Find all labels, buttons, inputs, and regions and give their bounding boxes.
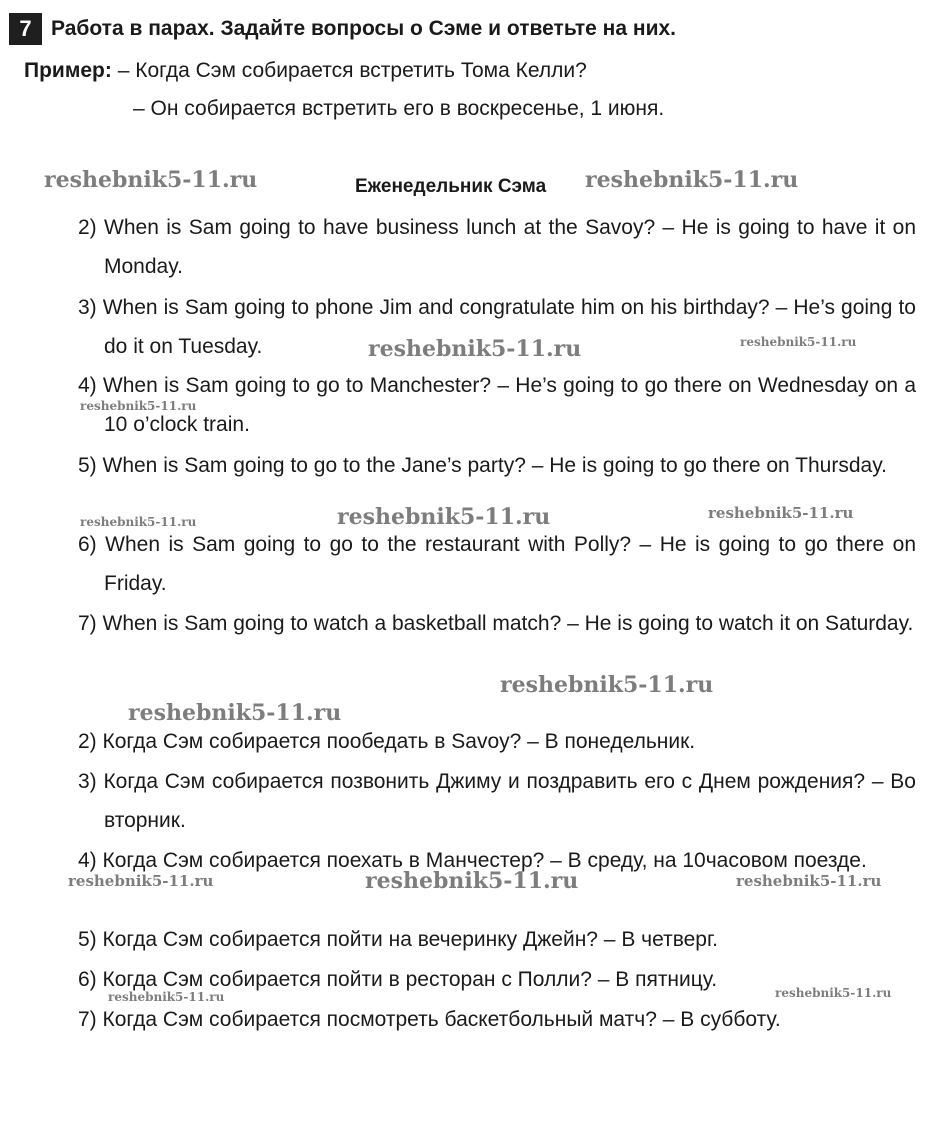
watermark: reshebnik5-11.ru xyxy=(736,872,882,890)
watermark: reshebnik5-11.ru xyxy=(740,335,857,349)
english-item-4: 4) When is Sam going to go to Manchester? – He’s going to go there on Wednesday on a 10 o’clock train. xyxy=(78,374,916,436)
watermark: reshebnik5-11.ru xyxy=(44,167,258,193)
english-item-2: 2) When is Sam going to have business lunch at the Savoy? – He is going to have it on Monday. xyxy=(78,216,916,278)
exercise-title: Работа в парах. Задайте вопросы о Сэме и ответьте на них. xyxy=(51,17,676,40)
watermark: reshebnik5-11.ru xyxy=(337,504,551,530)
russian-item-3: 3) Когда Сэм собирается позвонить Джиму и поздравить его с Днем рождения? – Во вторник. xyxy=(78,770,916,832)
example-answer: – Он собирается встретить его в воскресенье, 1 июня. xyxy=(133,97,665,120)
watermark: reshebnik5-11.ru xyxy=(80,399,197,413)
russian-item-2: 2) Когда Сэм собирается пообедать в Savoy? – В понедельник. xyxy=(78,730,696,753)
watermark: reshebnik5-11.ru xyxy=(708,504,854,522)
planner-title: Еженедельник Сэма xyxy=(355,176,547,197)
english-item-5: 5) When is Sam going to go to the Jane’s party? – He is going to go there on Thursday. xyxy=(78,454,887,477)
watermark: reshebnik5-11.ru xyxy=(368,336,582,362)
example-question-line xyxy=(24,56,587,86)
english-item-6: 6) When is Sam going to go to the restaurant with Polly? – He is going to go there on Friday. xyxy=(78,533,916,595)
watermark: reshebnik5-11.ru xyxy=(365,868,579,894)
exercise-number: 7 xyxy=(9,13,42,45)
english-item-7: 7) When is Sam going to watch a basketball match? – He is going to watch it on Saturday. xyxy=(78,612,914,635)
watermark: reshebnik5-11.ru xyxy=(68,872,214,890)
watermark: reshebnik5-11.ru xyxy=(500,672,714,698)
russian-item-7: 7) Когда Сэм собирается посмотреть баскетбольный матч? – В субботу. xyxy=(78,1008,781,1031)
example-label: Пример: xyxy=(24,59,112,82)
russian-item-4: 4) Когда Сэм собирается поехать в Манчестер? – В среду, на 10часовом поезде. xyxy=(78,849,867,872)
watermark: reshebnik5-11.ru xyxy=(128,700,342,726)
russian-item-6: 6) Когда Сэм собирается пойти в ресторан с Полли? – В пятницу. xyxy=(78,968,718,991)
english-item-3: 3) When is Sam going to phone Jim and congratulate him on his birthday? – He’s going to do it on Tuesday. xyxy=(78,296,916,358)
russian-item-5: 5) Когда Сэм собирается пойти на вечеринку Джейн? – В четверг. xyxy=(78,928,718,951)
watermark: reshebnik5-11.ru xyxy=(108,990,225,1004)
watermark: reshebnik5-11.ru xyxy=(585,167,799,193)
watermark: reshebnik5-11.ru xyxy=(80,515,197,529)
example-question: – Когда Сэм собирается встретить Тома Келли? xyxy=(111,59,587,82)
watermark: reshebnik5-11.ru xyxy=(775,986,892,1000)
